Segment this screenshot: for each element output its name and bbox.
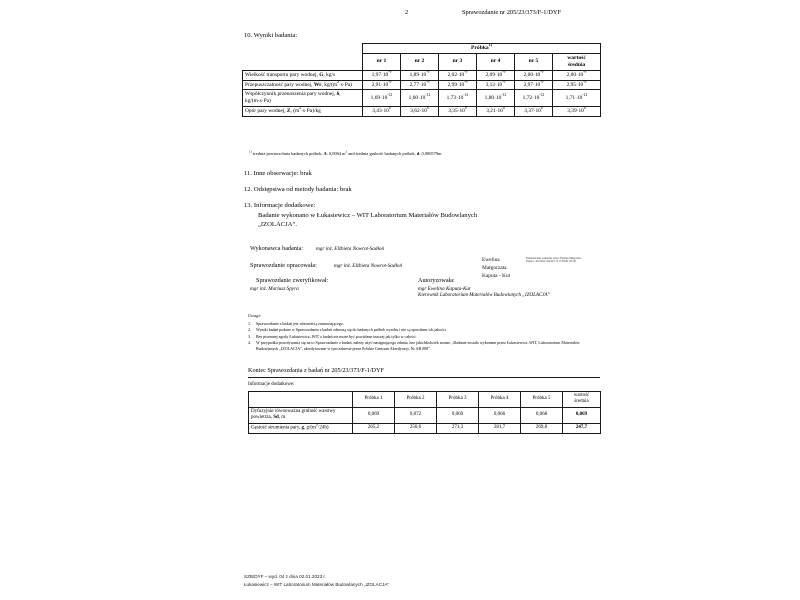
data-cell: $3,43\cdot 10^8$ [363,106,401,116]
table-row [243,106,601,116]
table-header-group-row [243,44,601,54]
table-row [243,70,601,80]
data-cell: $1,72\cdot 10^{-12}$ [515,90,553,107]
authorized-by-role: Kierownik Laboratorium Materiałów Budowlanych „IZOLACJA” [418,293,551,298]
footer-line-1: SZB/DYF – wyd. 04 z dnia 02.01.2023 r. [244,574,326,579]
additional-info-table [248,391,601,434]
digital-signature-stamp [482,256,590,286]
data-cell: $2,91\cdot 10^{-9}$ [363,80,401,90]
additional-info-label: Informacje dodatkowe: [248,382,295,387]
section-11-heading: 11. Inne obserwacje: brak [244,170,312,177]
bottom-corner-cell-empty [249,392,353,408]
table-row [249,423,601,433]
uwagi-item-number: 2. [248,327,251,333]
section-13-line-3: „IZOLACJA”. [258,221,298,228]
data-cell: 0,066 [479,407,521,423]
row-label: Współczynnik przenoszenia pary wodnej, δ, kg/(m·s·Pa) [243,90,363,107]
uwagi-list [248,321,600,352]
data-cell: 250,6 [395,423,437,433]
bottom-col-header-3: Próbka 3 [437,392,479,408]
uwagi-title: Uwagi: [248,313,262,318]
section-13-line-2: Badanie wykonano w Łukasiewicz – WIT Laboratorium Materiałów Budowlanych [258,212,478,219]
row-label: Przepuszczalność pary wodnej, Wr, $kg/(m^2\cdot s\cdot Pa)$ [243,80,363,90]
bottom-table-body [249,407,601,433]
uwagi-item-text: Bez pisemnej zgody Łukasiewicz–WIT z badań nie może być powielane inaczej jak tylko w całości. [256,333,417,339]
bottom-col-header-average: wartość średnia [563,392,601,408]
horizontal-divider [248,377,600,378]
data-cell: $2,77\cdot 10^{-9}$ [401,80,439,90]
data-cell: $3,21\cdot 10^8$ [477,106,515,116]
section-12-heading: 12. Odstępstwa od metody badania: brak [244,186,352,193]
bottom-col-header-1: Próbka 1 [353,392,395,408]
authorized-by-label: Autoryzowała: [418,277,455,284]
section-13-heading: 13. Informacje dodatkowe: [244,202,316,209]
bottom-table-header-row [249,392,601,408]
page-number: 2 [405,9,409,16]
data-cell: $2,97\cdot 10^{-9}$ [515,80,553,90]
row-label: Wielkość transportu pary wodnej, G, kg/s [243,70,363,80]
authorized-by-name: mgr Ewelina Kaputa-Kut [418,286,471,292]
col-header-nr4: nr 4 [477,53,515,70]
prepared-by-name: mgr inż. Elżbieta Nowrot-Sadłoń [334,262,403,269]
report-title-header: Sprawozdanie nr 205/23/373/F-1/DYF [462,9,562,16]
col-header-nr2: nr 2 [401,53,439,70]
data-cell: $2,09\cdot 10^{-9}$ [477,70,515,80]
corner-cell-empty [243,44,363,54]
data-cell: 0,069 [437,407,479,423]
footer-line-2: Łukasiewicz – WIT Laboratorium Materiałów Budowlanych „IZOLACJA” [244,581,389,587]
uwagi-item-number: 1. [248,321,251,326]
uwagi-item [248,334,600,340]
col-header-nr1: nr 1 [363,53,401,70]
page-header [230,9,602,19]
data-cell: $1,69\cdot 10^{-12}$ [363,90,401,107]
executor-name: mgr inż. Elżbieta Nowrot-Sadłoń [316,245,385,252]
data-cell: $3,62\cdot 10^8$ [401,106,439,116]
average-cell: 0,069 [563,407,601,423]
data-cell: $1,89\cdot 10^{-9}$ [401,70,439,80]
corner-cell-empty-2 [243,53,363,70]
prepared-by-label: Sprawozdanie opracowała: [250,262,317,269]
bottom-col-header-5: Próbka 5 [521,392,563,408]
section-10-heading: 10. Wyniki badania: [244,32,298,39]
uwagi-item-number: 3. [248,333,251,339]
data-cell: $2,99\cdot 10^{-9}$ [439,80,477,90]
data-cell: 265,2 [353,423,395,433]
col-header-nr5: nr 5 [515,53,553,70]
end-of-report-text: Koniec Sprawozdania z badań nr 205/23/373/F-1/DYF [248,367,384,374]
data-cell: 269,8 [521,423,563,433]
executor-label: Wykonawca badania: [250,245,304,252]
uwagi-item [248,321,600,327]
table-row [249,407,601,423]
data-cell: 271,3 [437,423,479,433]
verified-by-label: Sprawozdanie zweryfikował: [256,277,329,284]
col-header-average: wartość średnia [553,53,601,70]
bottom-col-header-4: Próbka 4 [479,392,521,408]
average-cell: $2,95\cdot 10^{-9}$ [553,80,601,90]
uwagi-item-text: Sprawozdanie z badań jest własnością zamawiającego. [256,321,344,326]
data-cell: 0,072 [395,407,437,423]
table-header-cols-row [243,53,601,70]
group-header-probka: Próbka$^{1)}$ [363,44,601,54]
uwagi-item-text: Wyniki badań podane w Sprawozdaniu z badań odnoszą się do badanych próbek wyrobu i nie są sposobem ich jakości. [256,327,447,333]
average-cell: 247,7 [563,423,601,433]
table-row [243,90,601,107]
uwagi-item [248,327,600,333]
data-cell: $3,12\cdot 10^{-9}$ [477,80,515,90]
page-footer [244,573,389,589]
average-cell: $3,39\cdot 10^8$ [553,106,601,116]
col-header-nr3: nr 3 [439,53,477,70]
data-cell: $1,73\cdot 10^{-12}$ [439,90,477,107]
row-label: Dyfuzyjnie równoważna grubość warstwy powietrza, Sd, m [249,407,353,423]
verified-by-name: mgr inż. Mariusz Spyra [250,286,299,292]
results-table [242,43,601,117]
data-cell: 281,7 [479,423,521,433]
uwagi-item [248,340,600,352]
document-sheet [230,0,602,600]
bottom-col-header-2: Próbka 2 [395,392,437,408]
results-table-body [243,70,601,116]
data-cell: $2,00\cdot 10^{-9}$ [515,70,553,80]
table-footnote: $^{1)}$ średnia powierzchnia badanych próbek, A: 0,0064 $m^2$ and średnia grubość badanych próbek, d: 0,000579m [249,149,442,156]
data-cell: $2,02\cdot 10^{-9}$ [439,70,477,80]
table-row [243,80,601,90]
data-cell: $3,37\cdot 10^8$ [515,106,553,116]
row-label: Gęstość strumienia pary, g, $g/(m^2\cdot 24h)$ [249,423,353,433]
data-cell: $1,80\cdot 10^{-12}$ [477,90,515,107]
row-label: Opór pary wodnej, Z, $(m^2\cdot s\cdot Pa)/kg$ [243,106,363,116]
estamp-name: Ewelina Małgorzata Kaputa - Kut [482,257,511,280]
data-cell: $3,35\cdot 10^8$ [439,106,477,116]
estamp-metadata: Elektronicznie podpisany przez: Ewelina Małgorzata Kaputa - Kut Data: 2024.01.15 11:08:46 +01'00' [526,257,582,264]
average-cell: $2,00\cdot 10^{-9}$ [553,70,601,80]
data-cell: $1,60\cdot 10^{-12}$ [401,90,439,107]
uwagi-item-number: 4. [248,339,251,345]
uwagi-item-text: W przypadku powoływania się na to Sprawozdanie z badań, należy użyć następującego zdania, bez jakichkolwiek zmian: „Badanie zostało wykonane przez Łukasiewicz–WIT, Laboratorium Materiałów Budowlanych „IZOLACJA”, akredytowane w tym zakresie przez Polskie Centrum Akredytacji, Nr AB 008”. [256,339,580,351]
data-cell: 0,069 [353,407,395,423]
average-cell: $1,71\cdot 10^{-12}$ [553,90,601,107]
data-cell: 0,068 [521,407,563,423]
data-cell: $1,97\cdot 10^{-9}$ [363,70,401,80]
